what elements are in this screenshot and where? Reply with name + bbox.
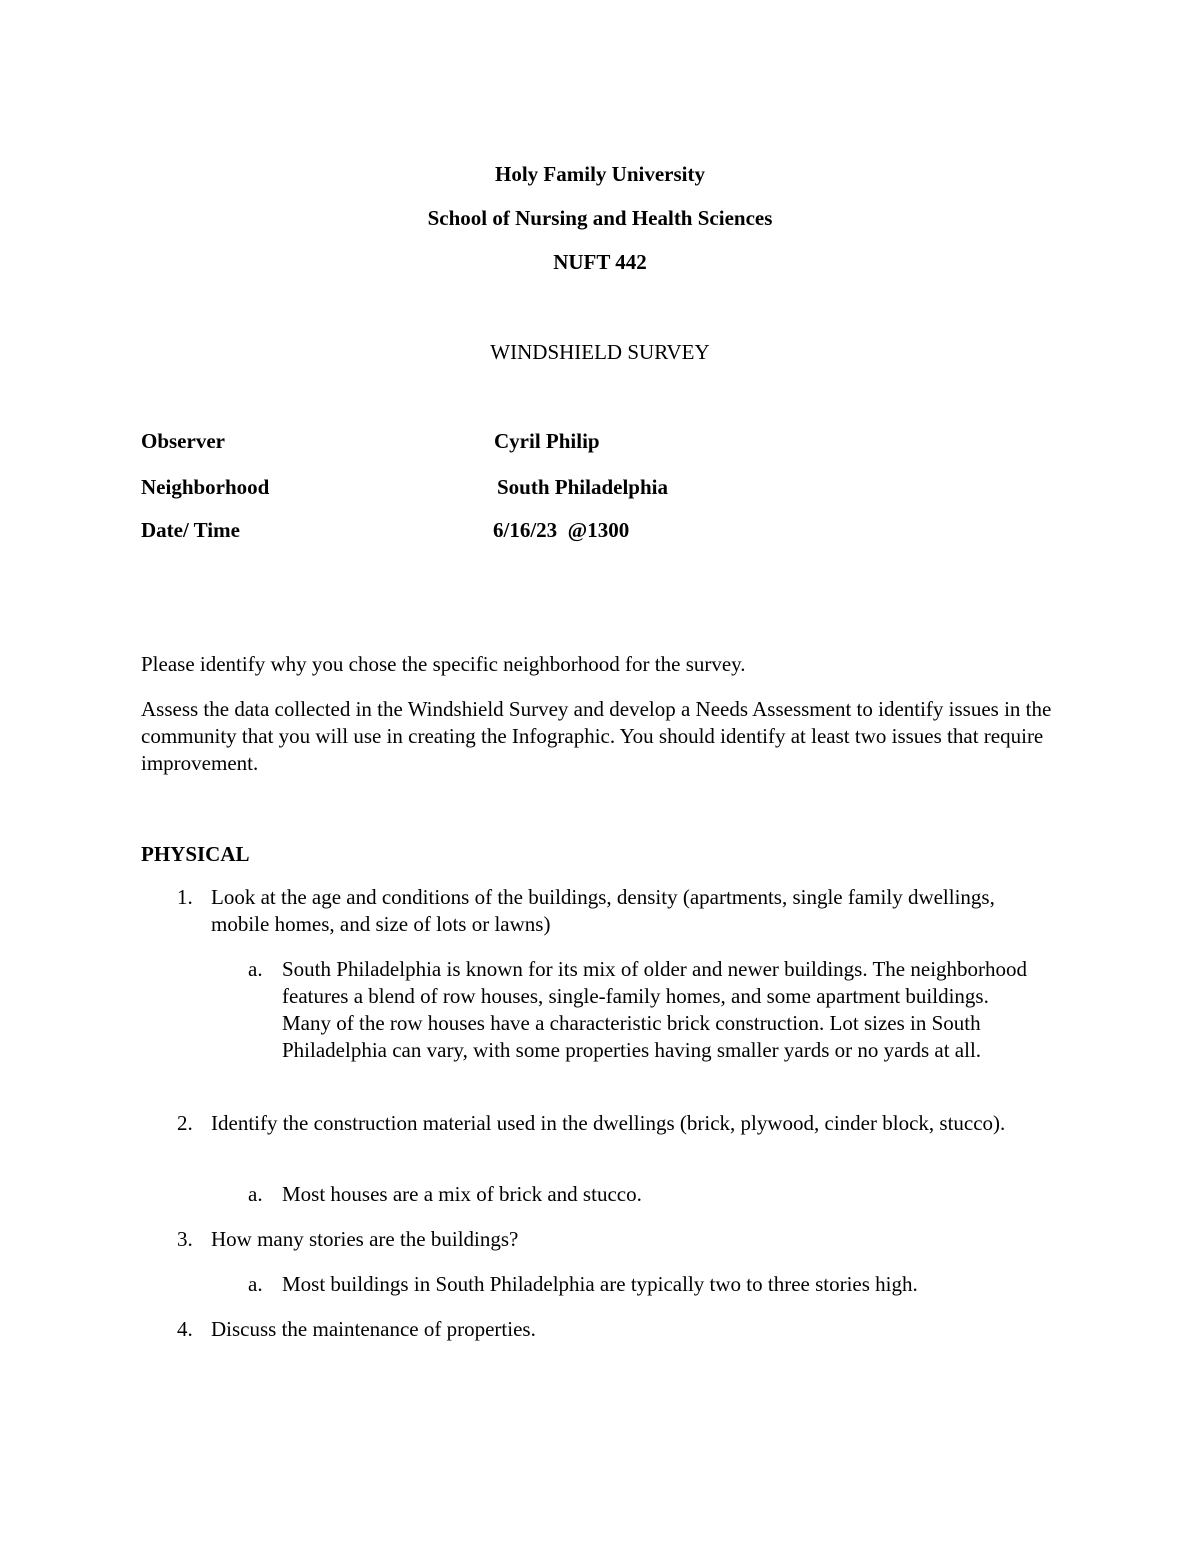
item-question: Discuss the maintenance of properties. xyxy=(211,1317,536,1341)
item-question: Identify the construction material used in the dwellings (brick, plywood, cinder block, stucco). xyxy=(211,1111,1006,1135)
university-name: Holy Family University xyxy=(495,162,705,186)
neighborhood-label: Neighborhood xyxy=(141,475,270,499)
subitem-letter: a. xyxy=(248,1182,263,1206)
section-heading-physical: PHYSICAL xyxy=(141,842,250,866)
subitem-answer: Most houses are a mix of brick and stucco. xyxy=(282,1182,642,1206)
subitem-letter: a. xyxy=(248,1272,263,1296)
item-number: 1. xyxy=(177,885,193,909)
course-code: NUFT 442 xyxy=(553,250,647,274)
item-number: 3. xyxy=(177,1227,193,1251)
observer-value: Cyril Philip xyxy=(494,429,600,453)
neighborhood-value: South Philadelphia xyxy=(497,475,668,499)
observer-label: Observer xyxy=(141,429,225,453)
item-question: How many stories are the buildings? xyxy=(211,1227,519,1251)
subitem-answer: Most buildings in South Philadelphia are typically two to three stories high. xyxy=(282,1272,918,1296)
intro-paragraph-2: Assess the data collected in the Windshield Survey and develop a Needs Assessment to identify issues in the community that you will use in creating the Infographic. You should identify at least two issues that require improvement. xyxy=(141,697,1052,775)
document-title: WINDSHIELD SURVEY xyxy=(490,340,710,364)
item-number: 4. xyxy=(177,1317,193,1341)
datetime-value: 6/16/23 @1300 xyxy=(493,518,630,542)
item-question: Look at the age and conditions of the buildings, density (apartments, single family dwellings, mobile homes, and size of lots or lawns) xyxy=(211,885,995,936)
subitem-letter: a. xyxy=(248,957,263,981)
item-number: 2. xyxy=(177,1111,193,1135)
subitem-answer: South Philadelphia is known for its mix of older and newer buildings. The neighborhood features a blend of row houses, single-family homes, and some apartment buildings. Many of the row houses have a characteristic brick construction. Lot sizes in South Philadelphia can vary, with some properties having smaller yards or no yards at all. xyxy=(282,957,1028,1062)
intro-paragraph-1: Please identify why you chose the specific neighborhood for the survey. xyxy=(141,652,746,676)
school-name: School of Nursing and Health Sciences xyxy=(427,206,773,230)
datetime-label: Date/ Time xyxy=(141,518,240,542)
